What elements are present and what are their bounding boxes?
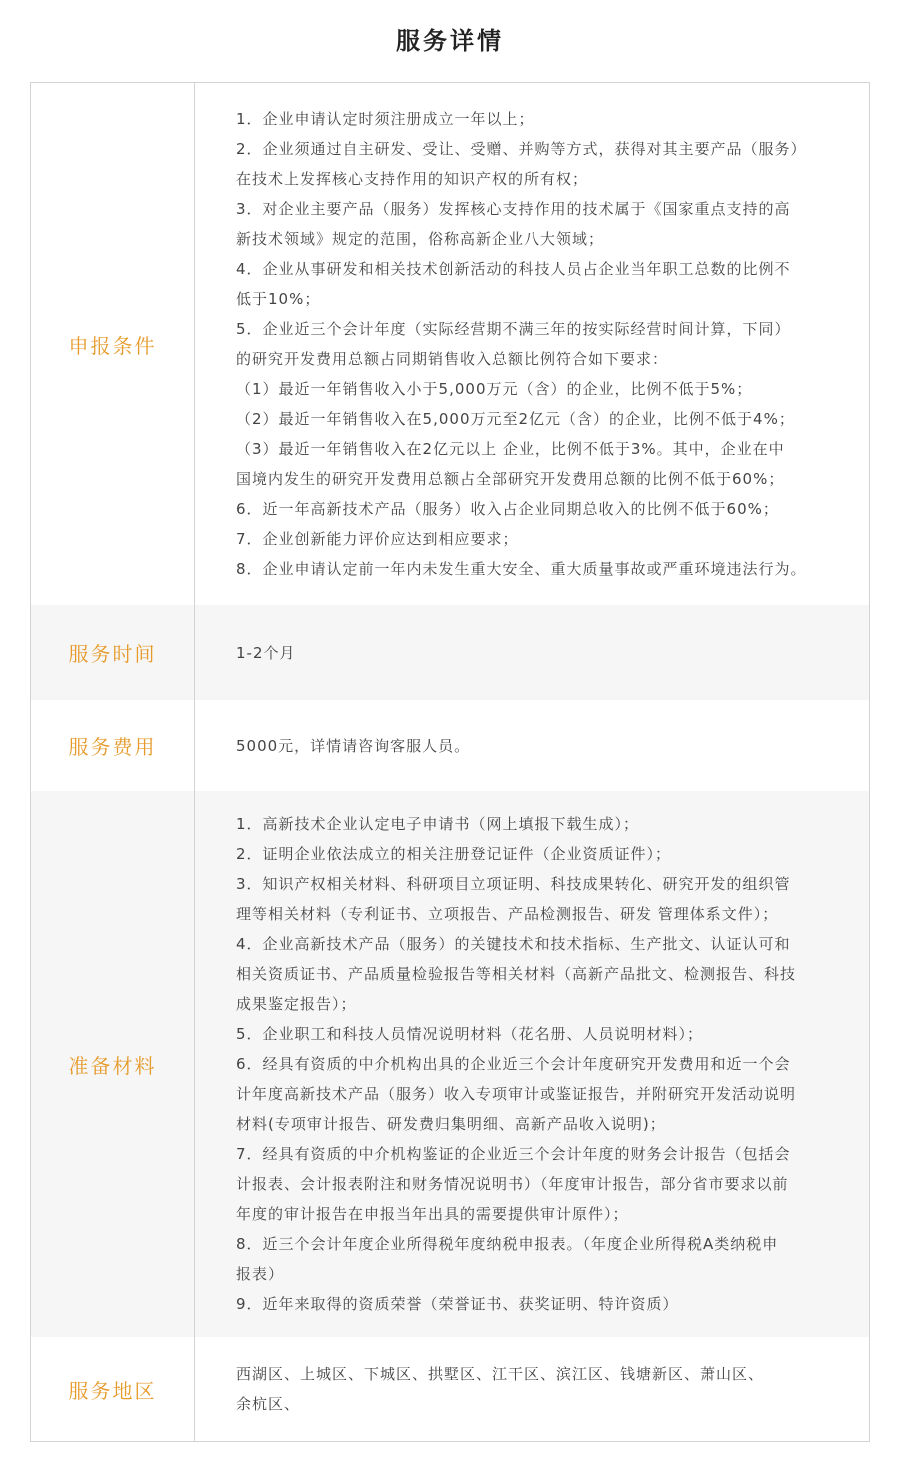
content-line: 8．近三个会计年度企业所得税年度纳税申报表。（年度企业所得税A类纳税申 — [236, 1235, 779, 1253]
content-line: 5．企业近三个会计年度（实际经营期不满三年的按实际经营时间计算，下同） — [236, 320, 791, 338]
content-line: 的研究开发费用总额占同期销售收入总额比例符合如下要求： — [236, 350, 669, 368]
row-service-area — [31, 1337, 869, 1441]
content-line: 5．企业职工和科技人员情况说明材料（花名册、人员说明材料）； — [236, 1025, 704, 1043]
content-line: 理等相关材料（专利证书、立项报告、产品检测报告、研发 管理体系文件）； — [236, 905, 779, 923]
content-line: 相关资质证书、产品质量检验报告等相关材料（高新产品批文、检测报告、科技 — [236, 965, 797, 983]
content-line: 4．企业高新技术产品（服务）的关键技术和技术指标、生产批文、认证认可和 — [236, 935, 791, 953]
row-content — [195, 605, 869, 700]
content-line: 5000元，详情请咨询客服人员。 — [236, 736, 471, 755]
content-line: 1．企业申请认定时须注册成立一年以上； — [236, 110, 535, 128]
content-line: 低于10%； — [236, 290, 321, 308]
content-line: 新技术领域》规定的范围，俗称高新企业八大领域； — [236, 230, 605, 248]
content-line: 计报表、会计报表附注和财务情况说明书）（年度审计报告，部分省市要求以前 — [236, 1175, 789, 1193]
row-content — [195, 83, 869, 605]
content-line: 2．企业须通过自主研发、受让、受赠、并购等方式，获得对其主要产品（服务） — [236, 140, 807, 158]
service-detail-table — [30, 82, 870, 1442]
content-line: （3）最近一年销售收入在2亿元以上 企业，比例不低于3%。其中，企业在中 — [236, 440, 785, 458]
row-service-time — [31, 605, 869, 700]
content-line: 计年度高新技术产品（服务）收入专项审计或鉴证报告，并附研究开发活动说明 — [236, 1085, 797, 1103]
content-line: 9．近年来取得的资质荣誉（荣誉证书、获奖证明、特许资质） — [236, 1295, 679, 1313]
row-materials — [31, 791, 869, 1337]
content-line: 成果鉴定报告）； — [236, 995, 357, 1013]
row-label: 准备材料 — [31, 791, 195, 1337]
row-content — [195, 1337, 869, 1441]
row-label: 申报条件 — [31, 83, 195, 605]
row-label: 服务费用 — [31, 700, 195, 791]
row-content — [195, 700, 869, 791]
content-line: 3．对企业主要产品（服务）发挥核心支持作用的技术属于《国家重点支持的高 — [236, 200, 791, 218]
row-service-fee — [31, 700, 869, 791]
row-application-conditions — [31, 83, 869, 605]
content-line: 余杭区、 — [236, 1395, 301, 1413]
content-line: 7．企业创新能力评价应达到相应要求； — [236, 530, 519, 548]
content-line: （1）最近一年销售收入小于5,000万元（含）的企业，比例不低于5%； — [236, 380, 753, 398]
content-line: 年度的审计报告在申报当年出具的需要提供审计原件）； — [236, 1205, 629, 1223]
row-label: 服务时间 — [31, 605, 195, 700]
content-line: 在技术上发挥核心支持作用的知识产权的所有权； — [236, 170, 589, 188]
content-line: 3．知识产权相关材料、科研项目立项证明、科技成果转化、研究开发的组织管 — [236, 875, 791, 893]
content-line: 4．企业从事研发和相关技术创新活动的科技人员占企业当年职工总数的比例不 — [236, 260, 791, 278]
content-line: 7．经具有资质的中介机构鉴证的企业近三个会计年度的财务会计报告（包括会 — [236, 1145, 791, 1163]
row-label: 服务地区 — [31, 1337, 195, 1441]
content-line: 8．企业申请认定前一年内未发生重大安全、重大质量事故或严重环境违法行为。 — [236, 560, 807, 578]
row-content — [195, 791, 869, 1337]
content-line: （2）最近一年销售收入在5,000万元至2亿元（含）的企业，比例不低于4%； — [236, 410, 795, 428]
content-line: 2．证明企业依法成立的相关注册登记证件（企业资质证件）； — [236, 845, 672, 863]
content-line: 1-2个月 — [236, 643, 296, 662]
content-line: 西湖区、上城区、下城区、拱墅区、江干区、滨江区、钱塘新区、萧山区、 — [236, 1365, 765, 1383]
content-line: 国境内发生的研究开发费用总额占全部研究开发费用总额的比例不低于60%； — [236, 470, 785, 488]
page-title: 服务详情 — [396, 27, 504, 55]
content-line: 1．高新技术企业认定电子申请书（网上填报下载生成）； — [236, 815, 640, 833]
content-line: 材料(专项审计报告、研发费归集明细、高新产品收入说明)； — [236, 1115, 666, 1133]
content-line: 报表） — [236, 1265, 285, 1283]
content-line: 6．经具有资质的中介机构出具的企业近三个会计年度研究开发费用和近一个会 — [236, 1055, 791, 1073]
content-line: 6．近一年高新技术产品（服务）收入占企业同期总收入的比例不低于60%； — [236, 500, 779, 518]
